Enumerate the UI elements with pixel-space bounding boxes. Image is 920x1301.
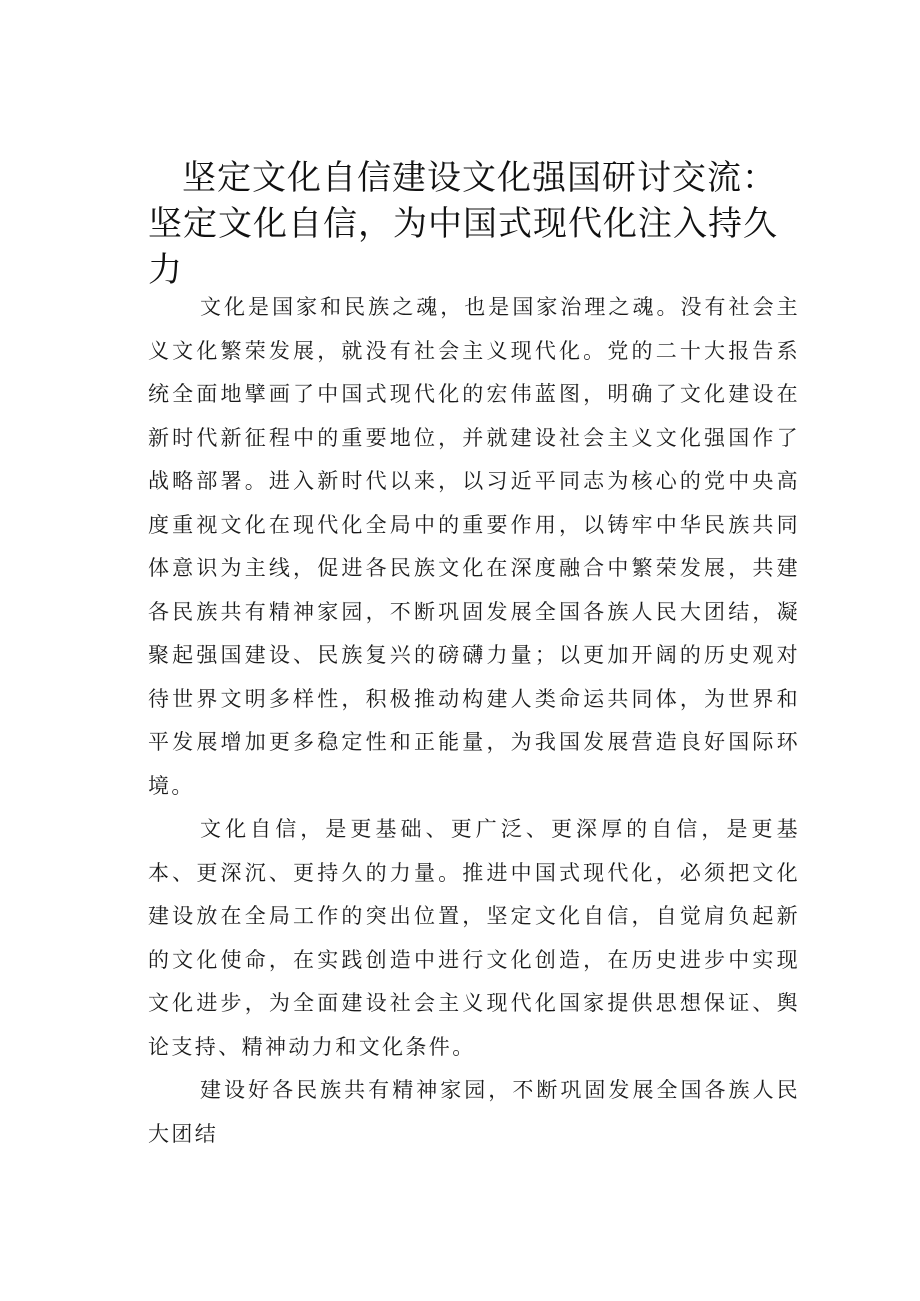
paragraph-1: 文化是国家和民族之魂，也是国家治理之魂。没有社会主义文化繁荣发展，就没有社会主义现代化。党的二十大报告系统全面地擘画了中国式现代化的宏伟蓝图，明确了文化建设在新时代新征程中的重要地位，并就建设社会主义文化强国作了战略部署。进入新时代以来，以习近平同志为核心的党中央高度重视文化在现代化全局中的重要作用，以铸牢中华民族共同体意识为主线，促进各民族文化在深度融合中繁荣发展，共建各民族共有精神家园，不断巩固发展全国各族人民大团结，凝聚起强国建设、民族复兴的磅礴力量；以更加开阔的历史观对待世界文明多样性，积极推动构建人类命运共同体，为世界和平发展增加更多稳定性和正能量，为我国发展营造良好国际环境。	[148, 295, 800, 798]
paragraph-2: 文化自信，是更基础、更广泛、更深厚的自信，是更基本、更深沉、更持久的力量。推进中国式现代化，必须把文化建设放在全局工作的突出位置，坚定文化自信，自觉肩负起新的文化使命，在实践创造中进行文化创造，在历史进步中实现文化进步，为全面建设社会主义现代化国家提供思想保证、舆论支持、精神动力和文化条件。	[148, 817, 800, 1059]
document-title: 坚定文化自信建设文化强国研讨交流：坚定文化自信，为中国式现代化注入持久力	[148, 158, 778, 290]
paragraph-3: 建设好各民族共有精神家园，不断巩固发展全国各族人民大团结	[148, 1078, 800, 1146]
document-body	[148, 286, 800, 1156]
